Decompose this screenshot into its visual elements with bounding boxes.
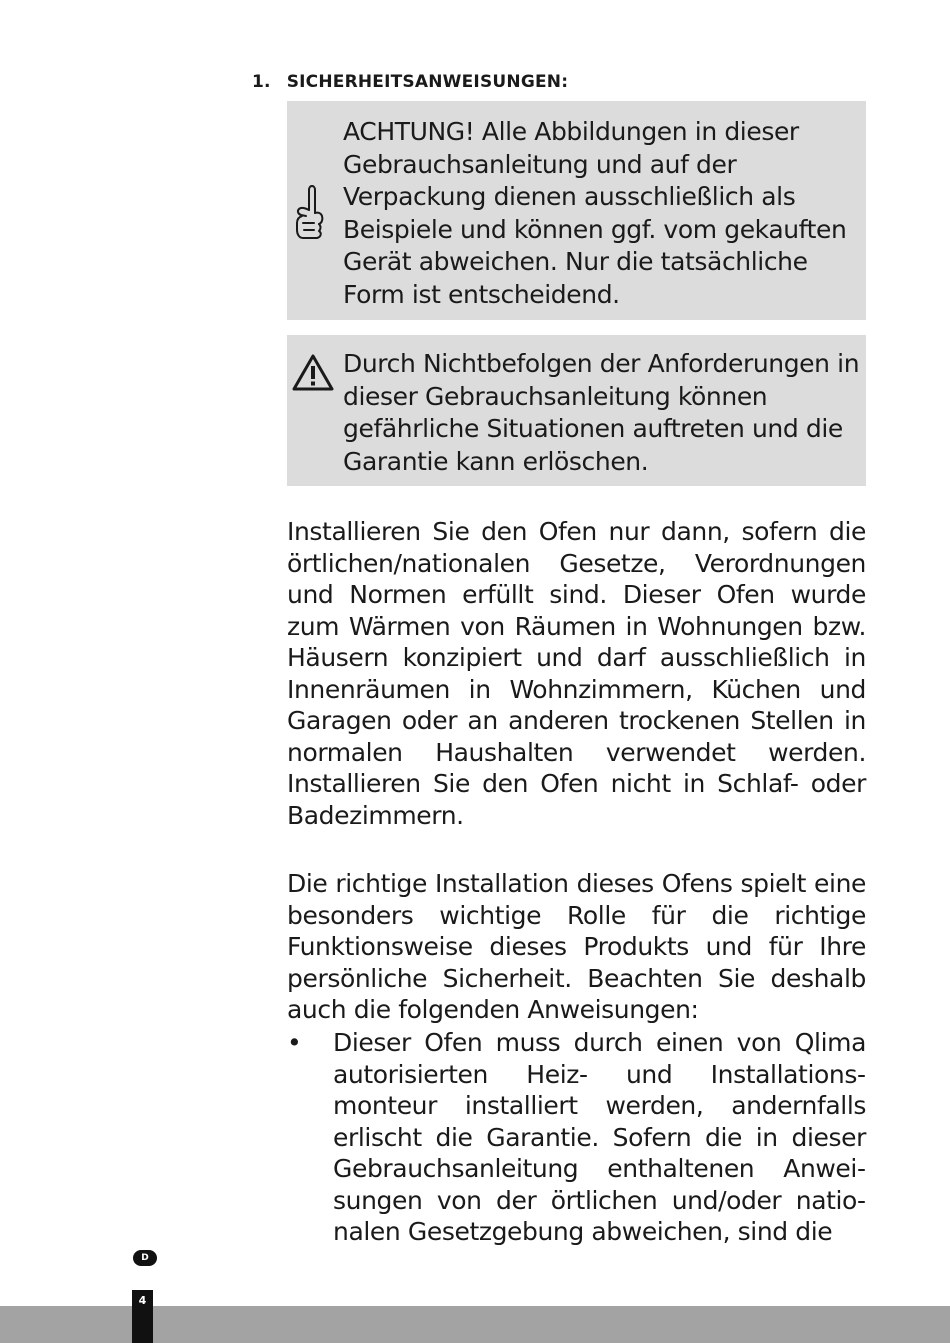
list-item: [287, 1027, 866, 1248]
paragraph-installation-importance: Die richtige Installation dieses Ofens spielt eine besonders wichtige Rolle für die richtige Funktionsweise dieses Produkts und für Ihre persönliche Sicherheit. Beachten Sie deshalb auch die folgenden Anweisungen:: [287, 869, 866, 1024]
paragraph-installation-scope: Installieren Sie den Ofen nur dann, sofern die örtlichen/nationalen Gesetze, Verordnungen und Normen erfüllt sind. Dieser Ofen wurde zum Wärmen von Räumen in Wohnungen bzw. Häusern konzipiert und darf ausschließlich in Innenräumen in Wohnzimmern, Küchen und Garagen oder an anderen trockenen Stellen in normalen Haushalten verwendet werden. Installieren Sie den Ofen nicht in Schlaf- oder Badezimmern.: [287, 517, 866, 830]
section-heading: [252, 72, 568, 92]
warning-box: [287, 335, 866, 486]
list-item-text: Dieser Ofen muss durch einen von Qlima autorisierten Heiz- und Installationsmonteur installiert werden, andernfalls erlischt die Garantie. Sofern die in dieser Gebrauchsanleitung enthaltenen Anweisungen von der örtlichen und/oder nationalen Gesetzgebung abweichen, sind die: [333, 1028, 866, 1246]
pointing-hand-icon: [292, 183, 326, 249]
section-title: SICHERHEITSANWEISUNGEN:: [286, 72, 569, 92]
language-badge: D: [133, 1250, 157, 1266]
bullet-marker: •: [287, 1028, 302, 1057]
notice-text: ACHTUNG! Alle Abbildungen in dieser Gebrauchsanleitung und auf der Verpackung dienen ausschließlich als Beispiele und können ggf. vom gekauften Gerät abweichen. Nur die tatsächliche Form ist entscheidend.: [343, 117, 847, 309]
section-number: 1.: [252, 72, 271, 92]
warning-triangle-icon: [291, 353, 335, 397]
warning-text: Durch Nichtbefolgen der Anforderungen in dieser Gebrauchsanleitung können gefährliche Situationen auftreten und die Garantie kann erlöschen.: [343, 349, 860, 476]
page-number: 4: [132, 1290, 153, 1343]
notice-box: [287, 101, 866, 320]
